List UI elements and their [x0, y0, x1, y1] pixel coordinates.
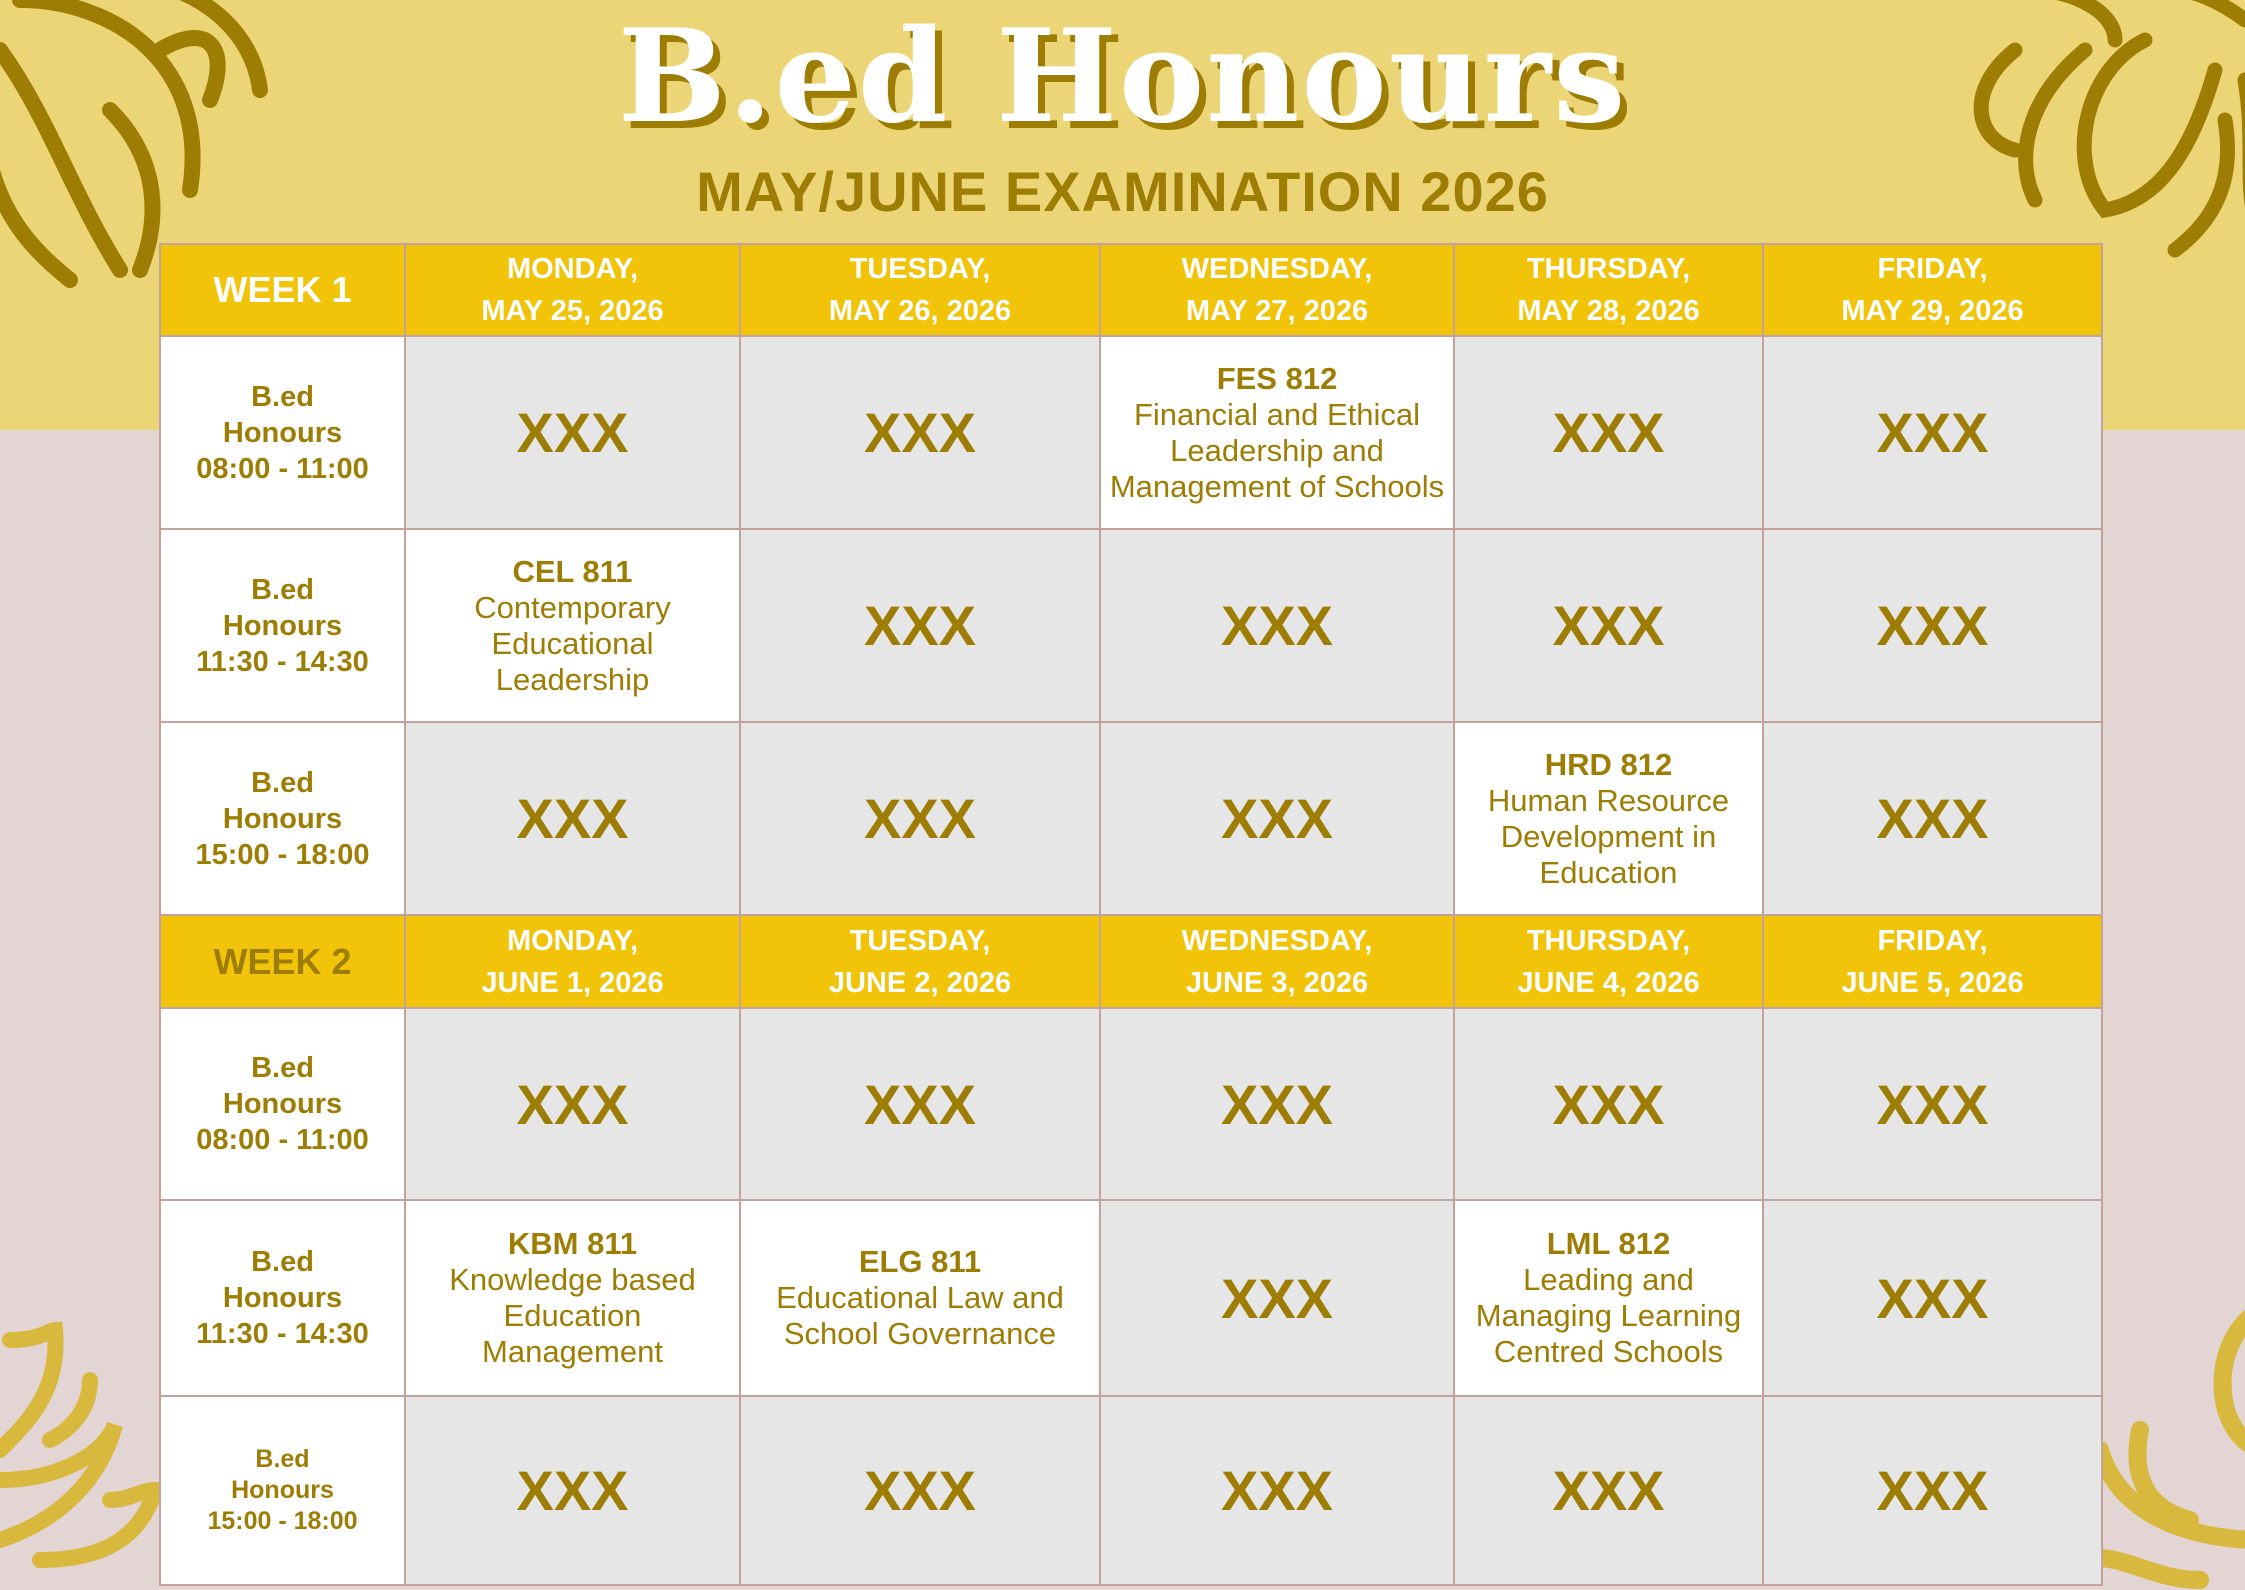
day-name: TUESDAY, — [849, 924, 991, 957]
slot-program: B.ed — [251, 380, 314, 413]
day-name: THURSDAY, — [1526, 924, 1691, 957]
empty-cell: XXX — [740, 336, 1100, 529]
slot-program: B.ed — [251, 766, 314, 799]
day-header — [1100, 244, 1454, 336]
empty-cell: XXX — [405, 722, 740, 915]
day-date: MAY 28, 2026 — [1517, 295, 1700, 327]
time-slot-label — [160, 1008, 405, 1200]
day-name: THURSDAY, — [1526, 253, 1691, 285]
day-name: MONDAY, — [506, 253, 639, 285]
exam-name: Leading and Managing Learning Centred Schools — [1475, 1262, 1742, 1369]
week-1-label: WEEK 1 — [160, 244, 405, 336]
day-name: FRIDAY, — [1877, 924, 1988, 957]
day-name: WEDNESDAY, — [1181, 253, 1373, 285]
exam-cell — [405, 529, 740, 722]
day-date: MAY 25, 2026 — [481, 295, 664, 327]
day-header — [1763, 244, 2102, 336]
exam-cell — [1100, 336, 1454, 529]
empty-cell: XXX — [1100, 1200, 1454, 1396]
day-header — [1100, 915, 1454, 1008]
empty-cell: XXX — [1454, 336, 1763, 529]
empty-cell: XXX — [1763, 336, 2102, 529]
slot-level: Honours — [231, 1476, 334, 1504]
exam-cell — [1454, 722, 1763, 915]
slot-program: B.ed — [255, 1445, 310, 1473]
time-slot-label — [160, 1200, 405, 1396]
slot-time: 08:00 - 11:00 — [196, 1124, 369, 1156]
empty-cell: XXX — [1763, 722, 2102, 915]
time-slot-label — [160, 1396, 405, 1585]
time-slot-label — [160, 722, 405, 915]
day-name: TUESDAY, — [849, 253, 991, 285]
empty-cell: XXX — [405, 1396, 740, 1585]
day-date: MAY 26, 2026 — [828, 295, 1012, 327]
day-header — [1763, 915, 2102, 1008]
empty-cell: XXX — [740, 722, 1100, 915]
slot-level: Honours — [222, 416, 343, 449]
empty-cell: XXX — [405, 1008, 740, 1200]
exam-name: Contemporary Educational Leadership — [474, 589, 671, 697]
exam-cell — [405, 1200, 740, 1396]
slot-time: 15:00 - 18:00 — [195, 838, 370, 871]
empty-cell: XXX — [1454, 1396, 1763, 1585]
day-date: MAY 29, 2026 — [1841, 295, 2024, 327]
exam-code: HRD 812 — [1544, 746, 1673, 782]
slot-level: Honours — [222, 802, 343, 835]
day-date: JUNE 4, 2026 — [1517, 966, 1700, 999]
day-header — [405, 244, 740, 336]
day-date: JUNE 3, 2026 — [1185, 966, 1369, 999]
time-slot-label — [160, 336, 405, 529]
slot-level: Honours — [222, 1282, 343, 1314]
slot-level: Honours — [222, 1088, 343, 1120]
day-name: MONDAY, — [506, 924, 639, 957]
slot-time: 11:30 - 14:30 — [196, 645, 369, 678]
slot-level: Honours — [222, 609, 343, 642]
table-row — [160, 1396, 2102, 1585]
day-header — [740, 244, 1100, 336]
exam-code: ELG 811 — [858, 1244, 982, 1279]
exam-code: KBM 811 — [507, 1226, 638, 1261]
exam-timetable — [159, 243, 2103, 1586]
day-date: MAY 27, 2026 — [1185, 295, 1369, 327]
empty-cell: XXX — [1763, 529, 2102, 722]
slot-program: B.ed — [251, 1052, 314, 1084]
empty-cell: XXX — [1100, 722, 1454, 915]
slot-program: B.ed — [251, 1246, 314, 1278]
day-name: WEDNESDAY, — [1181, 924, 1373, 957]
exam-code: LML 812 — [1546, 1226, 1671, 1261]
day-header — [1454, 915, 1763, 1008]
table-row — [160, 529, 2102, 722]
slot-time: 15:00 - 18:00 — [207, 1507, 358, 1535]
empty-cell: XXX — [405, 336, 740, 529]
empty-cell: XXX — [1454, 529, 1763, 722]
empty-cell: XXX — [1100, 529, 1454, 722]
week-2-label: WEEK 2 — [160, 915, 405, 1008]
day-date: JUNE 2, 2026 — [828, 966, 1012, 999]
week-1-header-row — [160, 244, 2102, 336]
exam-code: CEL 811 — [512, 553, 633, 589]
day-name: FRIDAY, — [1877, 253, 1988, 285]
empty-cell: XXX — [1100, 1008, 1454, 1200]
table-row — [160, 1008, 2102, 1200]
exam-code: FES 812 — [1216, 360, 1338, 396]
empty-cell: XXX — [740, 1396, 1100, 1585]
day-header — [405, 915, 740, 1008]
slot-program: B.ed — [251, 573, 314, 606]
day-date: JUNE 5, 2026 — [1841, 966, 2024, 999]
day-header — [1454, 244, 1763, 336]
day-date: JUNE 1, 2026 — [481, 966, 664, 999]
page-subtitle: MAY/JUNE EXAMINATION 2026 — [696, 160, 1549, 223]
exam-name: Knowledge based Education Management — [449, 1262, 696, 1369]
exam-cell — [740, 1200, 1100, 1396]
empty-cell: XXX — [740, 529, 1100, 722]
slot-time: 11:30 - 14:30 — [196, 1318, 369, 1350]
table-row — [160, 722, 2102, 915]
table-row — [160, 336, 2102, 529]
empty-cell: XXX — [1763, 1396, 2102, 1585]
day-header — [740, 915, 1100, 1008]
empty-cell: XXX — [1100, 1396, 1454, 1585]
empty-cell: XXX — [1763, 1200, 2102, 1396]
exam-name: Financial and Ethical Leadership and Management of Schools — [1109, 396, 1445, 504]
slot-time: 08:00 - 11:00 — [196, 452, 369, 485]
time-slot-label — [160, 529, 405, 722]
table-row — [160, 1200, 2102, 1396]
flower-decoration-bottom-left-icon — [0, 1310, 180, 1590]
week-2-header-row — [160, 915, 2102, 1008]
page-title: B.ed Honours — [617, 2, 1628, 152]
empty-cell: XXX — [740, 1008, 1100, 1200]
exam-name: Human Resource Development in Education — [1487, 782, 1730, 890]
empty-cell: XXX — [1763, 1008, 2102, 1200]
exam-name: Educational Law and School Governance — [776, 1280, 1064, 1351]
exam-cell — [1454, 1200, 1763, 1396]
empty-cell: XXX — [1454, 1008, 1763, 1200]
